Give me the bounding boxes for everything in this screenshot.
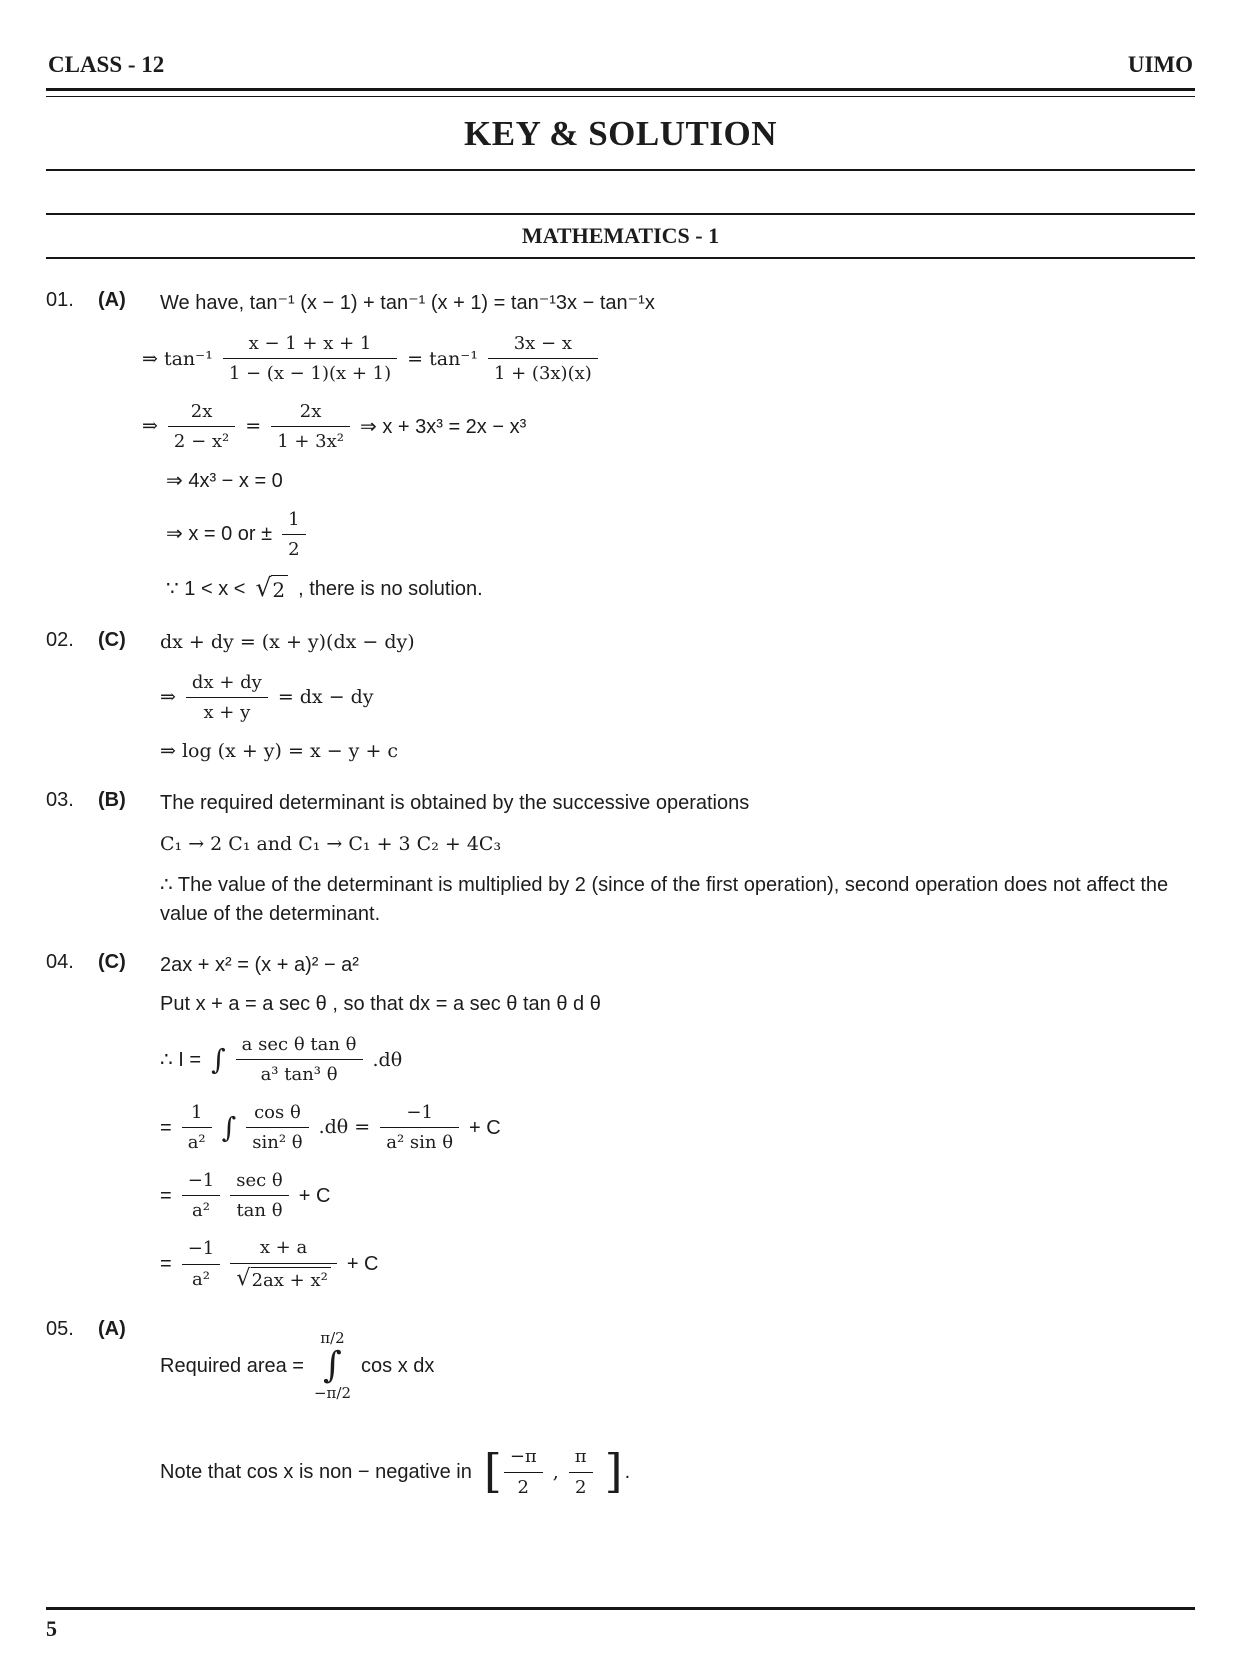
fraction [488, 332, 598, 386]
math-text: C₁ → 2 C₁ and C₁ → C₁ + 3 C₂ + 4C₃ [160, 833, 502, 856]
problem-01 [46, 287, 1195, 617]
answer-label: (B) [98, 789, 126, 812]
square-root [255, 575, 288, 603]
solution-line: ∴ The value of the determinant is multiplied by 2 (since of the first operation), second operation does not affect the value of the determinant. [160, 874, 1169, 926]
fraction-denominator: 1 + 3x² [277, 431, 344, 453]
problem-body [142, 287, 1195, 617]
math-text: Note that cos x is non − negative in [160, 1461, 472, 1484]
math-text: + C [346, 1253, 379, 1276]
problem-body [160, 787, 1195, 939]
left-bracket: [ [483, 1444, 502, 1499]
fraction-denominator: 1 + (3x)(x) [493, 363, 592, 385]
fraction-numerator: cos θ [246, 1101, 308, 1128]
page-number: 5 [46, 1616, 57, 1641]
radical-sign: √ [255, 573, 272, 603]
fraction-denominator: 2 [574, 1476, 587, 1498]
fraction [569, 1445, 593, 1499]
radicand: 2 [271, 575, 288, 603]
fraction-numerator: 2x [271, 400, 350, 427]
fraction-denominator: a² [187, 1132, 206, 1154]
solution-line [166, 468, 1195, 494]
radical-sign: √ [236, 1264, 251, 1291]
solution-line: The required determinant is obtained by the successive operations [160, 792, 750, 815]
fraction [182, 1101, 212, 1155]
fraction [271, 400, 350, 454]
fraction-denominator: tan θ [236, 1200, 283, 1221]
problem-03 [46, 787, 1195, 939]
fraction [282, 508, 305, 562]
fraction-numerator: 3x − x [488, 332, 598, 359]
fraction-denominator: 2 − x² [173, 431, 230, 453]
fraction [186, 671, 268, 725]
integral-lower-limit: −π/2 [313, 1383, 352, 1402]
fraction-denominator: sin² θ [252, 1132, 303, 1154]
right-bracket: ] [604, 1444, 623, 1499]
fraction-denominator: 2 [288, 538, 300, 560]
problem-number: 03. [46, 789, 74, 812]
problem-number: 04. [46, 951, 74, 974]
answer-label: (C) [98, 629, 126, 652]
fraction [504, 1445, 543, 1499]
solution-line [160, 671, 1195, 725]
fraction-denominator: x + y [203, 702, 251, 724]
solution-line: dx + dy = (x + y)(dx − dy) [160, 631, 415, 654]
page-footer [46, 1607, 1195, 1642]
math-text: cos x dx [361, 1354, 435, 1377]
page-header [46, 34, 1195, 88]
math-text: , [552, 1460, 559, 1483]
fraction-numerator: −1 [182, 1237, 221, 1264]
solutions-content [46, 259, 1195, 1513]
fraction-numerator: dx + dy [186, 671, 268, 698]
fraction-numerator: π [569, 1445, 593, 1472]
math-text: ⇒ [142, 415, 158, 438]
solution-line [160, 1101, 1195, 1155]
integral-sign: ∫ [211, 1042, 226, 1076]
math-text: ∴ I = [160, 1048, 202, 1071]
problem-02 [46, 627, 1195, 777]
math-text: ⇒ 4x³ − x = 0 [166, 469, 283, 492]
math-text: . [624, 1461, 631, 1484]
solution-line [160, 1169, 1195, 1223]
solution-line: 2ax + x² = (x + a)² − a² [160, 954, 359, 977]
section-title: MATHEMATICS - 1 [521, 223, 720, 248]
fraction [230, 1236, 337, 1292]
math-text: + C [469, 1116, 501, 1139]
math-text: = [160, 1116, 172, 1139]
section-band [46, 213, 1195, 259]
math-text: Required area = [160, 1354, 304, 1377]
solution-line [166, 508, 1195, 562]
fraction-numerator: x − 1 + x + 1 [223, 332, 397, 359]
fraction-denominator: a² sin θ [386, 1132, 454, 1154]
math-text: = [160, 1184, 172, 1207]
problem-number: 01. [46, 289, 74, 311]
fraction-numerator: −π [504, 1445, 543, 1472]
solution-line [160, 1033, 1195, 1087]
square-root [236, 1264, 331, 1292]
math-text: = [160, 1253, 172, 1276]
solution-line [142, 400, 1195, 454]
answer-label: (C) [98, 951, 126, 974]
solution-line [160, 1445, 1195, 1499]
math-text: ⇒ x = 0 or ± [166, 523, 273, 546]
math-text: .dθ = [318, 1116, 371, 1139]
solution-line [166, 575, 1195, 603]
title-rule [46, 169, 1195, 171]
fraction [230, 1169, 289, 1223]
solution-line [160, 832, 1195, 857]
answer-label: (A) [98, 1318, 126, 1341]
math-text: ⇒ [160, 686, 176, 709]
problem-body [160, 1316, 1195, 1513]
fraction [246, 1101, 308, 1155]
math-text: + C [298, 1184, 331, 1207]
definite-integral [314, 1330, 351, 1401]
header-exam-label: UIMO [1127, 52, 1193, 77]
math-text: .dθ [372, 1048, 403, 1071]
fraction [182, 1169, 221, 1223]
integral-upper-limit: π/2 [320, 1329, 345, 1348]
fraction-numerator: a sec θ tan θ [236, 1033, 363, 1060]
fraction [223, 332, 397, 386]
fraction-numerator: 2x [168, 400, 235, 427]
fraction [168, 400, 235, 454]
solution-line: Put x + a = a sec θ , so that dx = a sec θ tan θ d θ [160, 993, 601, 1016]
solution-line [160, 1330, 1195, 1401]
fraction [236, 1033, 363, 1087]
fraction-denominator: a² [191, 1200, 210, 1221]
problem-number: 02. [46, 629, 74, 652]
header-class-label: CLASS - 12 [48, 52, 165, 77]
page-title: KEY & SOLUTION [464, 114, 777, 153]
answer-label: (A) [98, 289, 126, 311]
fraction-denominator: a³ tan³ θ [260, 1064, 338, 1086]
fraction-numerator: x + a [230, 1236, 337, 1263]
fraction-numerator: −1 [380, 1101, 459, 1128]
math-text: , there is no solution. [298, 578, 483, 601]
fraction-denominator [230, 1264, 337, 1292]
fraction-denominator: 2 [517, 1476, 529, 1498]
problem-body [160, 949, 1195, 1306]
fraction-numerator: 1 [282, 508, 305, 535]
problem-05 [46, 1316, 1195, 1513]
math-text: = [245, 415, 262, 438]
integral-sign: ∫ [323, 1344, 342, 1386]
solution-line [160, 1236, 1195, 1292]
solution-line: We have, tan⁻¹ (x − 1) + tan⁻¹ (x + 1) = tan⁻¹3x − tan⁻¹x [160, 292, 655, 314]
fraction-numerator: 1 [182, 1101, 212, 1128]
math-text: = tan⁻¹ [407, 347, 478, 370]
problem-body [160, 627, 1195, 777]
math-text: ⇒ x + 3x³ = 2x − x³ [360, 415, 527, 438]
math-text: ⇒ tan⁻¹ [142, 347, 213, 370]
fraction [380, 1101, 459, 1155]
problem-04 [46, 949, 1195, 1306]
math-text: = dx − dy [277, 686, 374, 709]
solution-line [142, 332, 1195, 386]
math-text: ⇒ log (x + y) = x − y + c [160, 739, 399, 762]
radicand: 2ax + x² [251, 1267, 331, 1292]
fraction-denominator: a² [191, 1268, 210, 1290]
math-text: ∵ 1 < x < [166, 578, 246, 601]
fraction-numerator: −1 [182, 1169, 221, 1196]
solution-line [160, 739, 1195, 764]
fraction-denominator: 1 − (x − 1)(x + 1) [228, 363, 392, 385]
fraction [182, 1237, 221, 1291]
problem-number: 05. [46, 1318, 74, 1341]
integral-sign: ∫ [221, 1110, 237, 1144]
fraction-numerator: sec θ [230, 1169, 289, 1196]
